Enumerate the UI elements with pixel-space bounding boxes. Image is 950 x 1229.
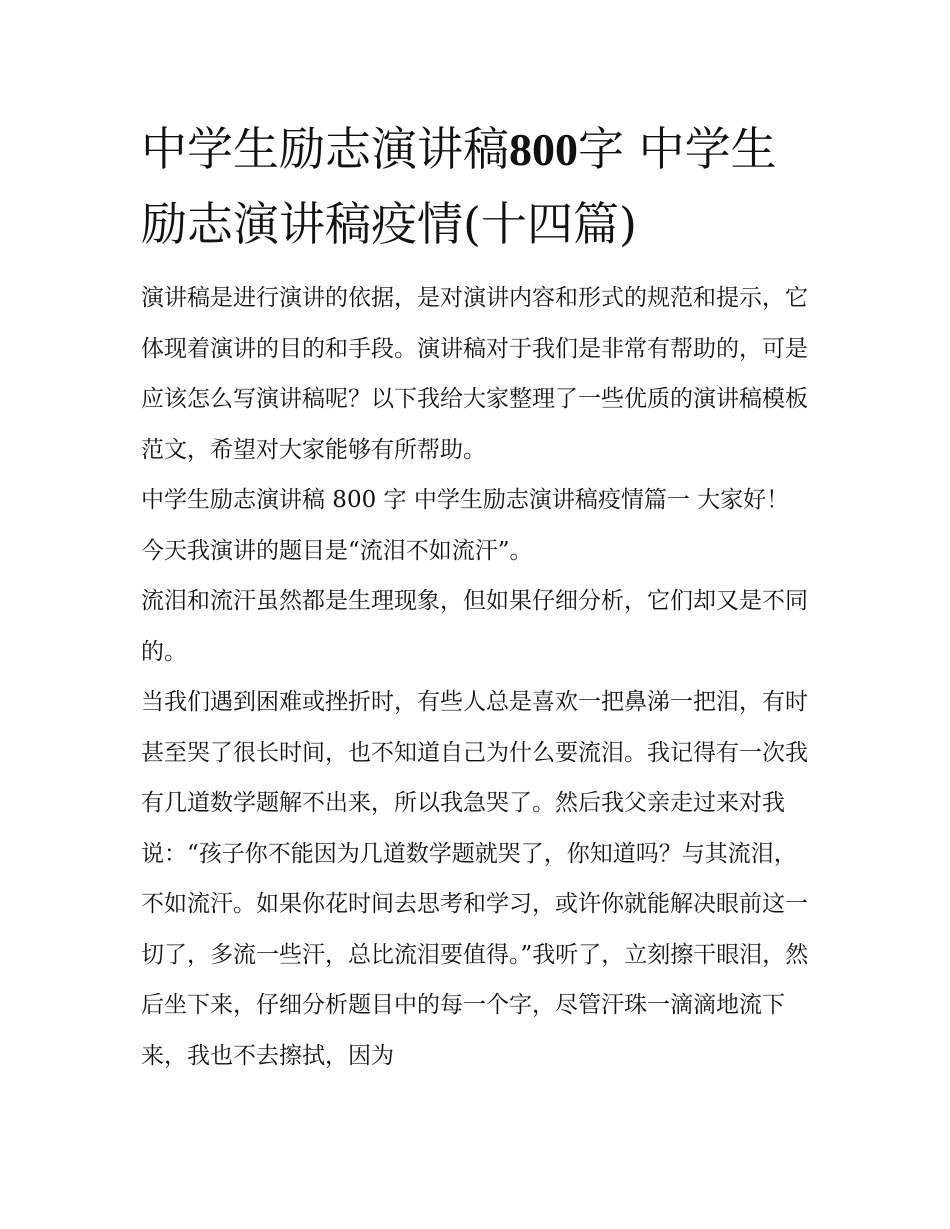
body-paragraph: 当我们遇到困难或挫折时，有些人总是喜欢一把鼻涕一把泪，有时甚至哭了很长时间，也不知道自己为什么要流泪。我记得有一次我有几道数学题解不出来，所以我急哭了。然后我父亲走过来对我说：“孩子你不能因为几道数学题就哭了，你知道吗？与其流泪，不如流汗。如果你花时间去思考和学习，或许你就能解决眼前这一切了，多流一些汗，总比流泪要值得。”我听了，立刻擦干眼泪，然后坐下来，仔细分析题目中的每一个字，尽管汗珠一滴滴地流下来，我也不去擦拭，因为 — [141, 689, 809, 1069]
body-paragraph: 流泪和流汗虽然都是生理现象，但如果仔细分析，它们却又是不同的。 — [141, 588, 808, 665]
section-heading-paragraph: 中学生励志演讲稿 800 字 中学生励志演讲稿疫情篇一 大家好！ 今天我演讲的题目是“流泪不如流汗”。 — [141, 487, 790, 564]
document-body — [141, 112, 813, 1081]
title-number: 800 — [509, 124, 578, 175]
document-title — [141, 112, 813, 261]
intro-paragraph: 演讲稿是进行演讲的依据，是对演讲内容和形式的规范和提示，它体现着演讲的目的和手段。演讲稿对于我们是非常有帮助的，可是应该怎么写演讲稿呢？以下我给大家整理了一些优质的演讲稿模板范文，希望对大家能够有所帮助。 — [141, 285, 808, 463]
title-text-end: 字 中学生励志演讲稿疫情(十四篇) — [141, 122, 777, 251]
title-text-start: 中学生励志演讲稿 — [141, 122, 509, 176]
